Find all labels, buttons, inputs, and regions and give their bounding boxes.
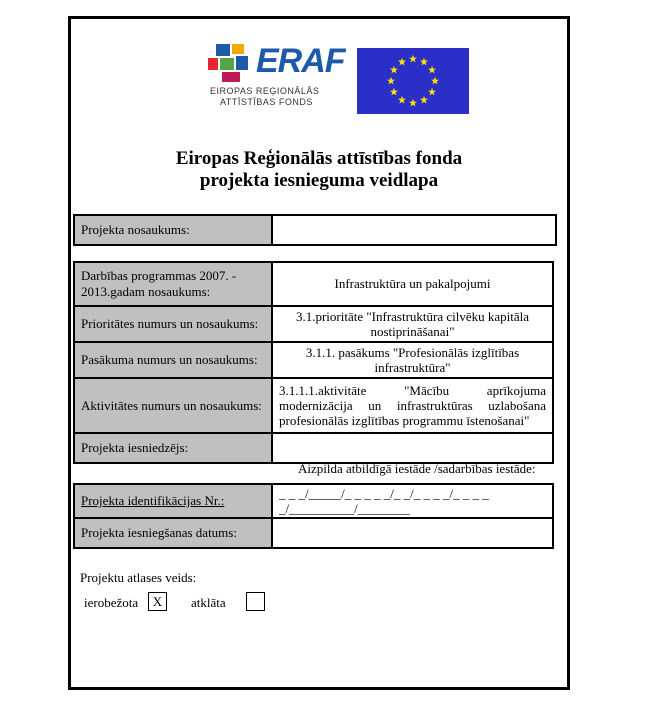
table-row [74,484,553,518]
applicant-field[interactable] [272,433,553,463]
project-id-label: Projekta identifikācijas Nr.: [74,484,272,518]
measure-label: Pasākuma numurs un nosaukums: [74,342,272,378]
table-row [74,342,553,378]
title-line1: Eiropas Reģionālās attīstības fonda [175,148,463,169]
table-row [74,378,553,433]
program-table [73,261,554,464]
project-name-label: Projekta nosaukums: [74,215,272,245]
selection-type-label: Projektu atlases veids: [80,570,197,585]
eraf-subtitle [210,86,319,108]
table-row [74,433,553,463]
authority-note: Aizpilda atbildīgā iestāde /sadarbības iestāde: [298,461,536,476]
table-row [74,518,553,548]
submission-date-field[interactable] [272,518,553,548]
program-value: Infrastruktūra un pakalpojumi [272,262,553,306]
submission-date-label: Projekta iesniegšanas datums: [74,518,272,548]
option-restricted-checkbox[interactable]: X [148,592,167,611]
table-row [74,262,553,306]
table-row [74,306,553,342]
project-id-line1: _ _ _/_____/_ _ _ _ _/_ _/_ _ _ _/_ _ _ _ [279,486,489,501]
measure-value: 3.1.1. pasākums "Profesionālās izglītības infrastruktūra" [272,342,553,378]
table-row [74,215,556,245]
option-open-label: atklāta [191,595,226,610]
eraf-subtitle-line1: EIROPAS REĢIONĀLĀS [210,86,320,96]
eraf-wordmark: ERAF [256,42,345,80]
program-label: Darbības programmas 2007. - 2013.gadam nosaukums: [74,262,272,306]
option-restricted-label: ierobežota [84,595,139,610]
eu-flag [357,48,469,114]
page-title [71,148,567,192]
priority-label: Prioritātes numurs un nosaukums: [74,306,272,342]
option-open-checkbox[interactable] [246,592,265,611]
priority-value: 3.1.prioritāte "Infrastruktūra cilvēku kapitāla nostiprināšanai" [272,306,553,342]
project-id-line2: _/__________/________ [279,501,410,516]
title-line2: projekta iesnieguma veidlapa [199,170,439,191]
activity-value: 3.1.1.1.aktivitāte "Mācību aprīkojuma modernizācija un infrastruktūras uzlabošana profesionālās izglītības programmu īstenošanai" [272,378,553,433]
identification-table [73,483,554,549]
eraf-logo [208,44,348,114]
activity-label: Aktivitātes numurs un nosaukums: [74,378,272,433]
project-name-table [73,214,557,246]
project-id-field[interactable] [272,484,553,518]
eraf-logo-squares [208,44,252,84]
eraf-subtitle-line2: ATTĪSTĪBAS FONDS [220,97,313,107]
applicant-label: Projekta iesniedzējs: [74,433,272,463]
project-name-field[interactable] [272,215,556,245]
